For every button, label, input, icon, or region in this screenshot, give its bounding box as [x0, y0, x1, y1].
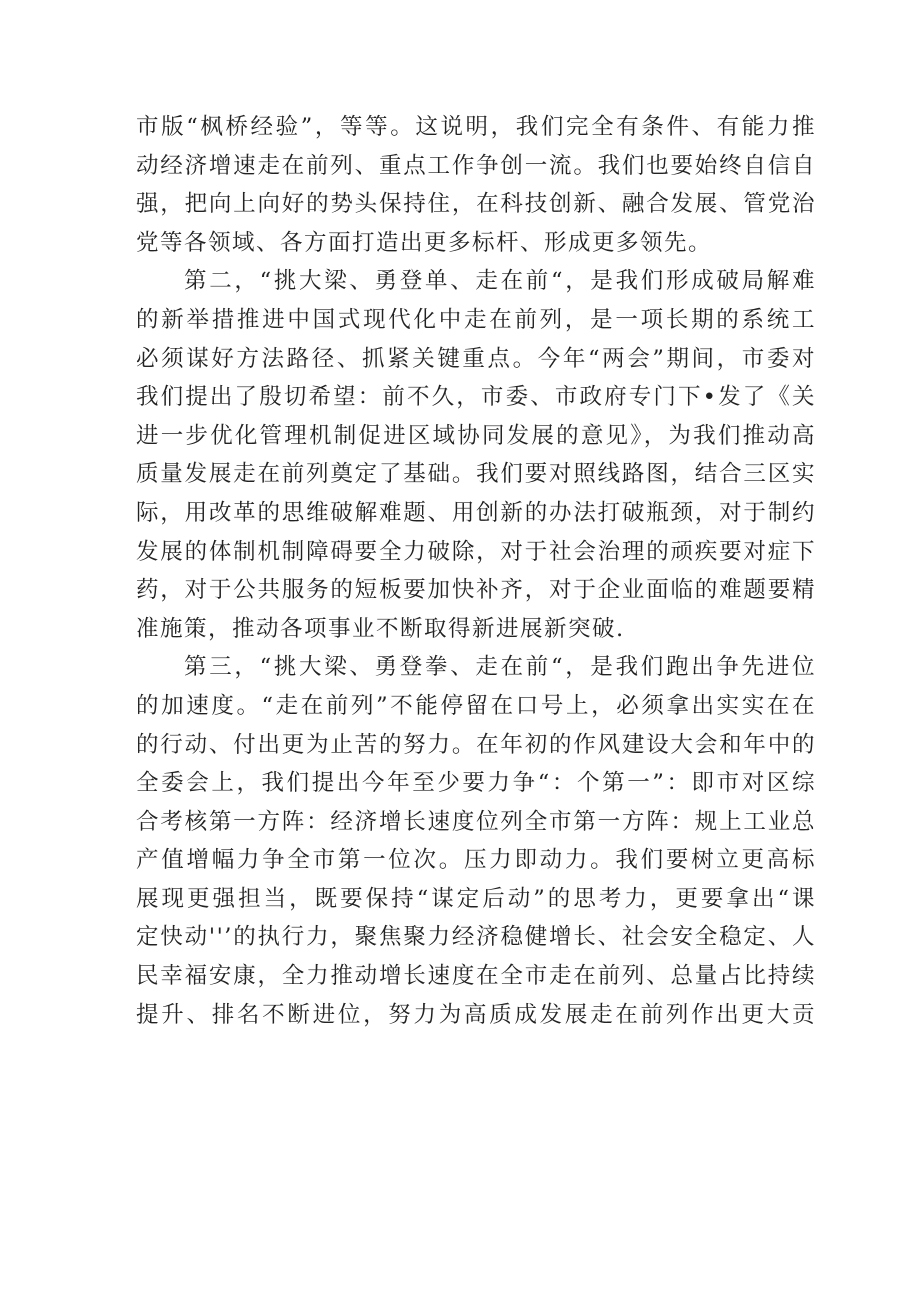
text-line: 的行动、付出更为止苦的努力。在年初的作风建设大会和年中的 [136, 731, 816, 758]
text-line: 合考核第一方阵：经济增长速度位列全市第一方阵：规上工业总 [136, 808, 816, 835]
text-line: 动经济增速走在前列、重点工作争创一流。我们也要始终自信自 [136, 152, 816, 179]
text-line: 提升、排名不断进位，努力为高质成发展走在前列作出更大贡 [136, 1001, 816, 1028]
text-line: 民幸福安康，全力推动增长速度在全市走在前列、总量占比持续 [136, 963, 816, 990]
text-line: 党等各领域、各方面打造出更多标杆、形成更多领先。 [136, 229, 713, 256]
paragraph-start-line: 第三，“挑大梁、勇登拳、走在前“，是我们跑出争先进位 [184, 654, 816, 681]
document-body [136, 108, 816, 1034]
text-line: 发展的体制机制障碍要全力破除，对于社会治理的顽疾要对症下 [136, 538, 816, 565]
text-line: 质量发展走在前列奠定了基础。我们要对照线路图，结合三区实 [136, 461, 816, 488]
text-line: 我们提出了殷切希望：前不久，市委、市政府专门下•发了《关 [136, 384, 816, 411]
text-line: 展现更强担当，既要保持“谋定后动”的思考力，更要拿出“课 [136, 885, 816, 912]
text-line: 强，把向上向好的势头保持住，在科技创新、融合发展、管党治 [136, 191, 816, 218]
text-line: 定快动''’的执行力，聚焦聚力经济稳健增长、社会安全稳定、人 [136, 924, 816, 951]
text-line: 市版“枫桥经验”，等等。这说明，我们完全有条件、有能力推 [136, 114, 816, 140]
text-line: 产值增幅力争全市第一位次。压力即动力。我们要树立更高标 [136, 847, 816, 874]
text-line: 进一步优化管理机制促进区域协同发展的意见》，为我们推动高 [136, 422, 816, 449]
text-line: 全委会上，我们提出今年至少要力争“：个第一”：即市对区综 [136, 770, 816, 797]
text-line: 的加速度。“走在前列”不能停留在口号上，必须拿出实实在在 [136, 692, 816, 719]
text-line: 药，对于公共服务的短板要加快补齐，对于企业面临的难题要精 [136, 577, 816, 604]
text-line: 际，用改革的思维破解难题、用创新的办法打破瓶颈，对于制约 [136, 499, 816, 526]
text-line: 必须谋好方法路径、抓紧关键重点。今年“两会”期间，市委对 [136, 345, 816, 372]
paragraph-start-line: 第二，“挑大梁、勇登单、走在前“，是我们形成破局解难 [184, 268, 816, 295]
text-line: 的新举措推进中国式现代化中走在前列，是一项长期的系统工 [136, 306, 816, 333]
text-line: 准施策，推动各项事业不断取得新进展新突破. [136, 615, 625, 642]
